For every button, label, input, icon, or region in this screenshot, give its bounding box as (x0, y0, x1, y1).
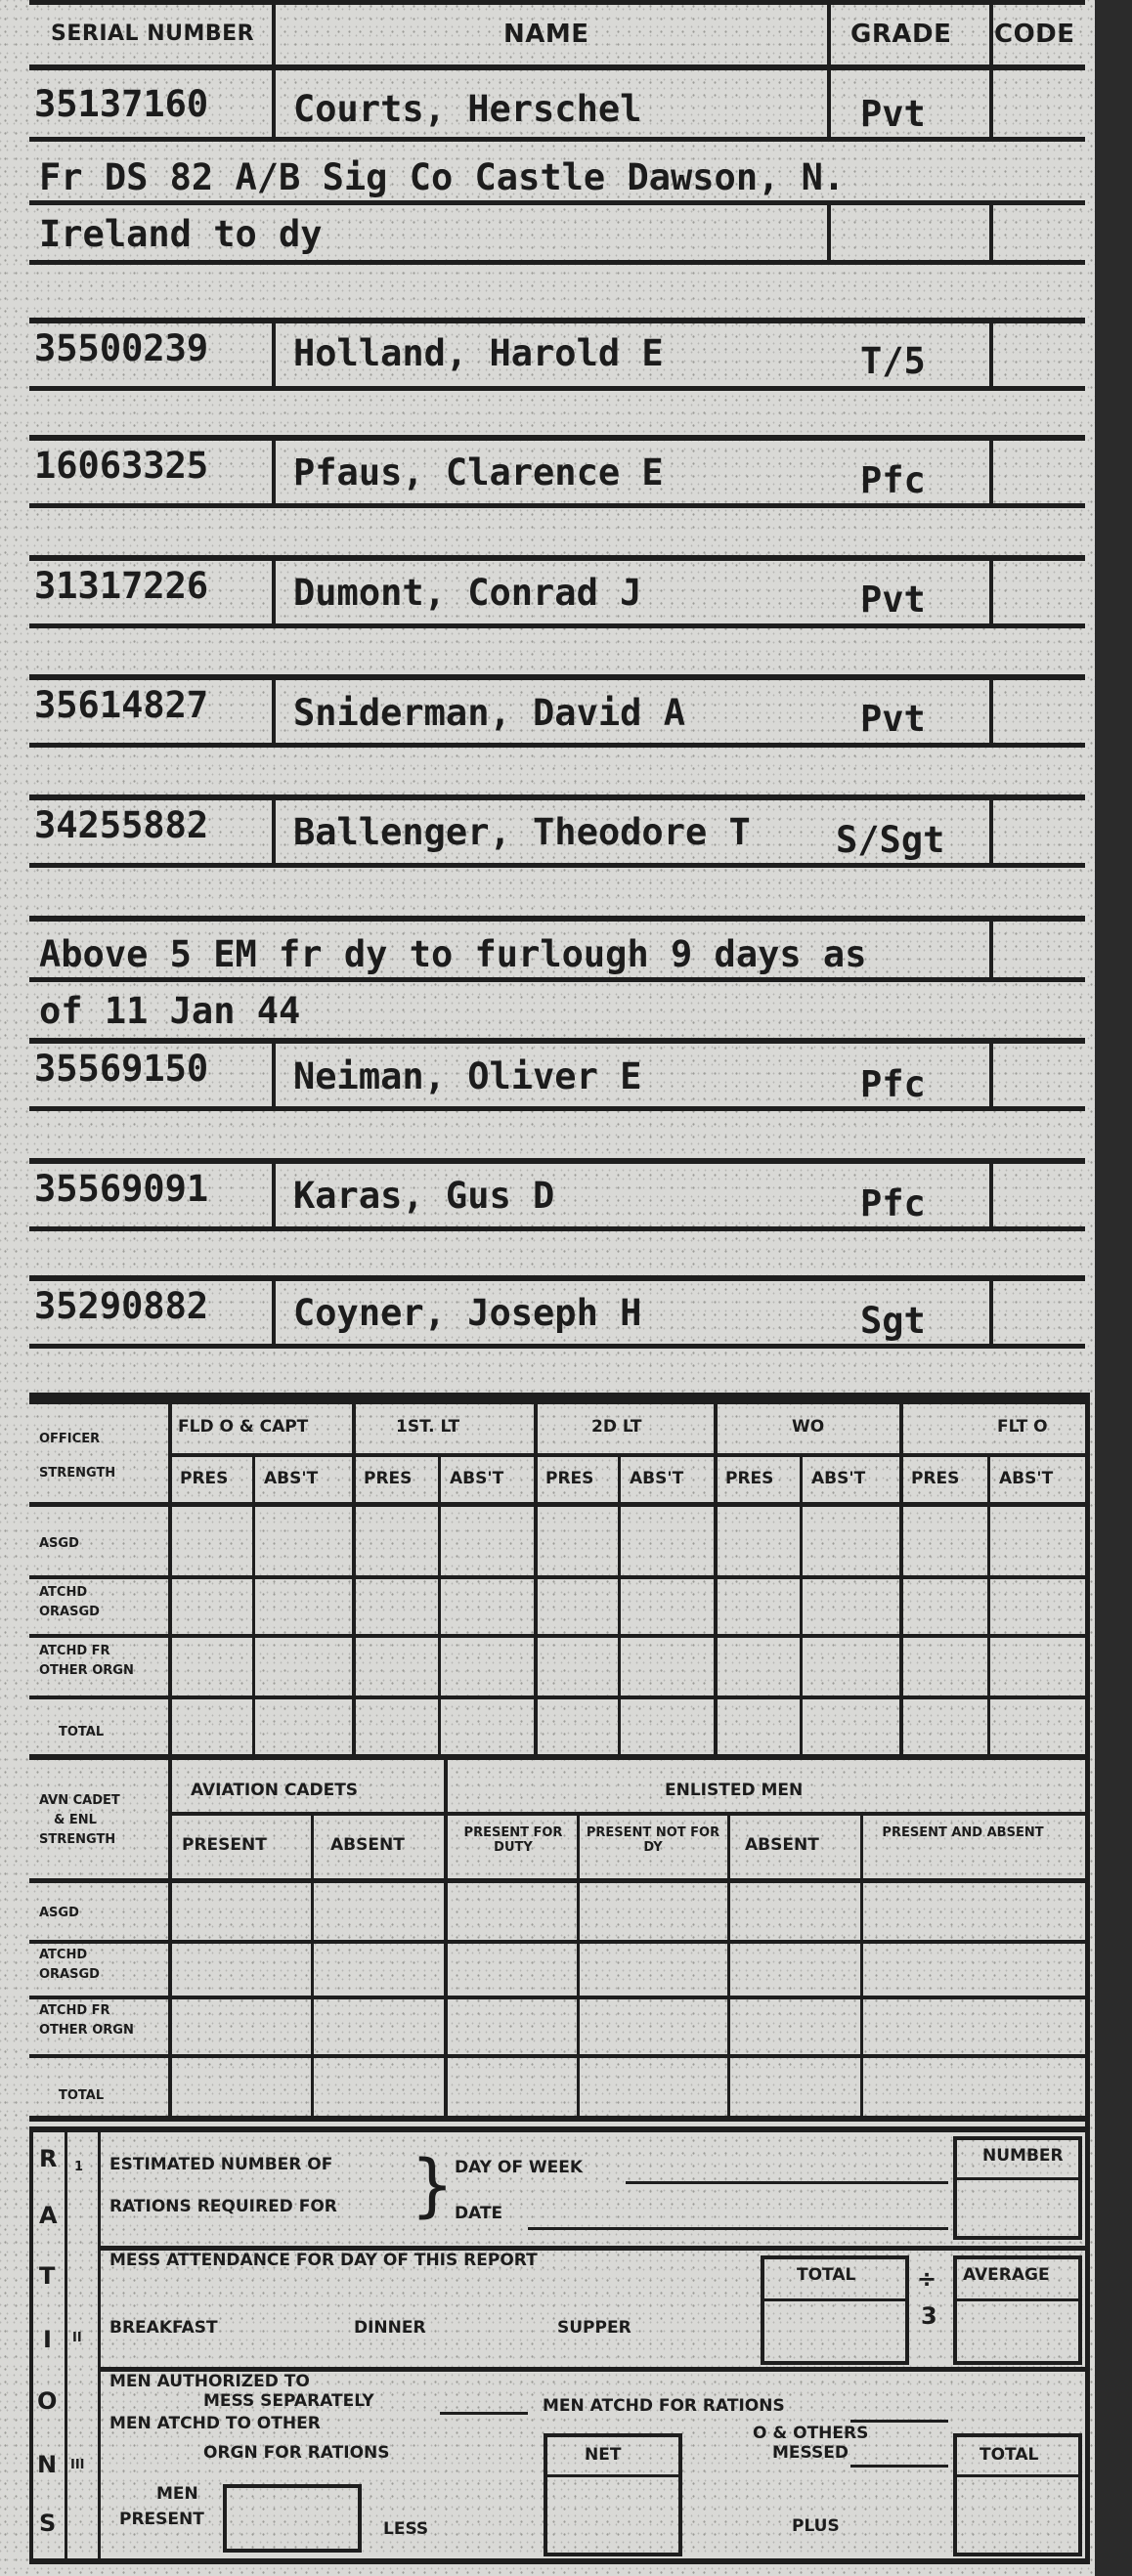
day-of-week-line[interactable] (626, 2181, 948, 2184)
remark-line: Fr DS 82 A/B Sig Co Castle Dawson, N. (39, 156, 846, 198)
row-label-atchd: ATCHD (39, 1585, 88, 1600)
serial-number: 35290882 (34, 1285, 209, 1327)
divider (989, 800, 993, 867)
divider (438, 1457, 441, 1760)
name-header: NAME (503, 20, 589, 49)
section-number: II (72, 2331, 82, 2345)
divider (272, 680, 276, 747)
divider (29, 916, 1085, 922)
row-label-total: TOTAL (59, 2088, 105, 2103)
date-line[interactable] (528, 2227, 948, 2230)
divider (29, 555, 1085, 561)
divider (29, 137, 1085, 142)
plus-label: PLUS (792, 2516, 840, 2536)
soldier-name: Holland, Harold E (293, 332, 664, 374)
divider (534, 1404, 538, 1760)
grade: S/Sgt (836, 819, 945, 861)
serial-number: 16063325 (34, 445, 209, 487)
divider (827, 70, 831, 141)
men-atchd-rations-label: MEN ATCHD FOR RATIONS (543, 2396, 785, 2416)
divider (800, 1457, 803, 1760)
divider (29, 1275, 1085, 1281)
divider (989, 441, 993, 507)
side-letter: A (39, 2202, 58, 2229)
grade: Pvt (860, 93, 926, 135)
grade: Pfc (860, 1182, 926, 1224)
grade-header: GRADE (850, 20, 952, 49)
dinner-label: DINNER (354, 2318, 426, 2338)
divider (727, 1816, 730, 2122)
divide-sign: ÷ (917, 2265, 937, 2293)
divider (761, 2298, 909, 2301)
scan-edge (1095, 0, 1132, 2576)
grade: Pfc (860, 1063, 926, 1105)
divider (272, 70, 276, 141)
divider (29, 1106, 1085, 1111)
divider (29, 0, 1085, 5)
divider (29, 1226, 1085, 1231)
divider (953, 2474, 1082, 2477)
divider (29, 1634, 1085, 1638)
divider (989, 1281, 993, 1348)
divider (989, 205, 993, 264)
date-label: DATE (455, 2204, 503, 2223)
row-label-atchd-fr: OTHER ORGN (39, 2023, 134, 2038)
row-label-asgd: ASGD (39, 1536, 79, 1551)
col-absent-enlisted: ABSENT (745, 1835, 819, 1855)
soldier-name: Pfaus, Clarence E (293, 451, 664, 494)
net-box[interactable] (544, 2433, 682, 2556)
section-number: 1 (74, 2160, 84, 2174)
divider (168, 1760, 172, 2122)
divider (989, 1164, 993, 1230)
sub-header-abst: ABS'T (999, 1469, 1054, 1488)
divider (29, 2126, 33, 2564)
side-letter: N (37, 2451, 58, 2478)
divider (29, 503, 1085, 508)
average-box[interactable] (953, 2255, 1082, 2365)
men-atchd-other-label: MEN ATCHD TO OTHER (109, 2414, 321, 2433)
row-label-asgd: ASGD (39, 1906, 79, 1920)
men-atchd-other-label: ORGN FOR RATIONS (203, 2443, 390, 2463)
serial-number: 35569091 (34, 1168, 209, 1210)
day-of-week-label: DAY OF WEEK (455, 2158, 584, 2177)
divider (29, 1038, 1085, 1044)
estimated-rations-label: RATIONS REQUIRED FOR (109, 2197, 337, 2216)
divider (29, 1575, 1085, 1579)
group-header: FLD O & CAPT (178, 1417, 309, 1437)
divider (168, 1404, 172, 1760)
men-present-box[interactable] (223, 2484, 362, 2553)
divider (272, 1164, 276, 1230)
divider (29, 318, 1085, 323)
divider (989, 1044, 993, 1110)
divider (29, 1996, 1085, 1999)
divider (989, 0, 993, 70)
side-letter: T (39, 2262, 56, 2290)
sub-header-abst: ABS'T (264, 1469, 319, 1488)
serial-number-header: SERIAL NUMBER (51, 21, 255, 46)
divider (989, 680, 993, 747)
divider (989, 70, 993, 141)
divider (272, 561, 276, 627)
divider (29, 1754, 1085, 1760)
divider (29, 1940, 1085, 1944)
divider (272, 441, 276, 507)
row-label-atchd: ORASGD (39, 1967, 100, 1982)
cadet-strength-title: & ENL (54, 1813, 97, 1827)
row-label-atchd-fr: ATCHD FR (39, 1644, 110, 1658)
men-authorized-label: MESS SEPARATELY (203, 2391, 374, 2411)
divider (827, 0, 831, 70)
officer-strength-title: STRENGTH (39, 1466, 116, 1481)
divider (29, 794, 1085, 800)
divider (29, 64, 1085, 70)
divider (29, 386, 1085, 391)
group-header-cadets: AVIATION CADETS (191, 1781, 359, 1800)
row-label-atchd-fr: OTHER ORGN (39, 1663, 134, 1678)
divider (29, 623, 1085, 628)
group-header-enlisted: ENLISTED MEN (665, 1781, 804, 1800)
divider (29, 743, 1085, 748)
officer-strength-title: OFFICER (39, 1432, 101, 1446)
divider (29, 977, 1085, 982)
divider (29, 1393, 1090, 1404)
breakfast-label: BREAKFAST (109, 2318, 218, 2338)
number-label: NUMBER (982, 2146, 1064, 2166)
divider (29, 435, 1085, 441)
divider (827, 205, 831, 264)
divider (29, 1878, 1085, 1883)
divider (252, 1457, 255, 1760)
sub-header-abst: ABS'T (811, 1469, 866, 1488)
divisor-three: 3 (921, 2302, 937, 2330)
remark-line: Above 5 EM fr dy to furlough 9 days as (39, 933, 867, 975)
divider (98, 2130, 101, 2560)
grade: Sgt (860, 1300, 926, 1342)
serial-number: 35614827 (34, 684, 209, 726)
remark-line: Ireland to dy (39, 213, 323, 255)
divider (29, 1158, 1085, 1164)
supper-label: SUPPER (557, 2318, 631, 2338)
divider (171, 1812, 1085, 1816)
code-header: CODE (994, 20, 1075, 49)
divider (444, 1760, 448, 2122)
divider (860, 1816, 863, 2122)
row-label-atchd: ORASGD (39, 1605, 100, 1619)
divider (272, 1044, 276, 1110)
men-authorized-line[interactable] (440, 2412, 528, 2415)
divider (29, 200, 1085, 205)
col-present-not-for-dy: PRESENT NOT FOR DY (586, 1825, 720, 1855)
men-present-label: PRESENT (119, 2510, 204, 2529)
sub-header-abst: ABS'T (450, 1469, 504, 1488)
divider (272, 0, 276, 70)
divider (29, 2558, 1090, 2564)
estimated-rations-label: ESTIMATED NUMBER OF (109, 2155, 333, 2174)
serial-number: 35137160 (34, 83, 209, 125)
group-header: WO (792, 1417, 825, 1437)
net-label: NET (585, 2445, 622, 2465)
col-absent: ABSENT (330, 1835, 405, 1855)
row-label-total: TOTAL (59, 1725, 105, 1739)
sub-header-pres: PRES (725, 1469, 774, 1488)
col-present-for-duty: PRESENT FOR DUTY (463, 1825, 563, 1855)
average-label: AVERAGE (963, 2265, 1050, 2285)
divider (272, 800, 276, 867)
divider (989, 561, 993, 627)
total-label: TOTAL (797, 2265, 856, 2285)
row-label-atchd-fr: ATCHD FR (39, 2003, 110, 2018)
divider (171, 1453, 1085, 1457)
divider (714, 1404, 718, 1760)
men-atchd-rations-line[interactable] (850, 2420, 948, 2423)
divider (311, 1816, 314, 2122)
side-letter: R (39, 2145, 58, 2172)
divider (989, 922, 993, 982)
divider (29, 1696, 1085, 1699)
sub-header-pres: PRES (180, 1469, 229, 1488)
remark-line: of 11 Jan 44 (39, 990, 301, 1032)
divider (953, 2298, 1082, 2301)
col-present-and-absent: PRESENT AND ABSENT (882, 1825, 1044, 1840)
o-others-label: O & OTHERS (753, 2424, 869, 2443)
divider (272, 1281, 276, 1348)
divider (989, 323, 993, 390)
serial-number: 35500239 (34, 327, 209, 369)
row-label-atchd: ATCHD (39, 1948, 88, 1962)
side-letter: S (39, 2510, 57, 2537)
soldier-name: Karas, Gus D (293, 1175, 555, 1217)
divider (987, 1457, 990, 1760)
side-letter: I (43, 2326, 52, 2353)
divider (352, 1404, 356, 1760)
total-rations-box[interactable] (953, 2433, 1082, 2556)
divider (29, 2054, 1085, 2058)
total-attendance-box[interactable] (761, 2255, 909, 2365)
divider (29, 2116, 1085, 2122)
soldier-name: Coyner, Joseph H (293, 1292, 642, 1334)
soldier-name: Sniderman, David A (293, 692, 685, 734)
side-letter: O (37, 2387, 58, 2415)
grade: T/5 (860, 340, 926, 382)
divider (29, 2126, 1090, 2132)
col-present: PRESENT (182, 1835, 267, 1855)
less-label: LESS (383, 2519, 429, 2539)
section-number: III (70, 2458, 85, 2472)
divider (29, 863, 1085, 868)
number-box[interactable] (953, 2136, 1082, 2240)
serial-number: 31317226 (34, 565, 209, 607)
soldier-name: Neiman, Oliver E (293, 1055, 642, 1097)
serial-number: 35569150 (34, 1048, 209, 1090)
divider (953, 2177, 1082, 2180)
divider (29, 1502, 1085, 1507)
sub-header-abst: ABS'T (630, 1469, 684, 1488)
o-others-line[interactable] (850, 2465, 948, 2468)
serial-number: 34255882 (34, 804, 209, 846)
group-header: 2D LT (591, 1417, 642, 1437)
divider (577, 1816, 580, 2122)
grade: Pfc (860, 459, 926, 501)
soldier-name: Ballenger, Theodore T (293, 811, 751, 853)
divider (29, 674, 1085, 680)
mess-attendance-label: MESS ATTENDANCE FOR DAY OF THIS REPORT (109, 2251, 538, 2270)
group-header: FLT O (997, 1417, 1048, 1437)
grade: Pvt (860, 579, 926, 621)
divider (29, 260, 1085, 265)
grade: Pvt (860, 698, 926, 740)
divider (618, 1457, 621, 1760)
soldier-name: Courts, Herschel (293, 88, 642, 130)
divider (544, 2474, 682, 2477)
cadet-strength-title: STRENGTH (39, 1832, 116, 1847)
group-header: 1ST. LT (396, 1417, 460, 1437)
sub-header-pres: PRES (911, 1469, 960, 1488)
divider (272, 323, 276, 390)
divider (29, 1344, 1085, 1349)
sub-header-pres: PRES (364, 1469, 413, 1488)
men-present-label: MEN (156, 2484, 198, 2504)
o-others-label: MESSED (772, 2443, 849, 2463)
total-rations-label: TOTAL (980, 2445, 1039, 2465)
sub-header-pres: PRES (545, 1469, 594, 1488)
divider (1085, 1393, 1090, 2564)
divider (899, 1404, 903, 1760)
men-authorized-label: MEN AUTHORIZED TO (109, 2372, 310, 2391)
soldier-name: Dumont, Conrad J (293, 572, 642, 614)
divider (65, 2130, 67, 2560)
brace-icon: } (411, 2145, 455, 2225)
cadet-strength-title: AVN CADET (39, 1793, 120, 1808)
